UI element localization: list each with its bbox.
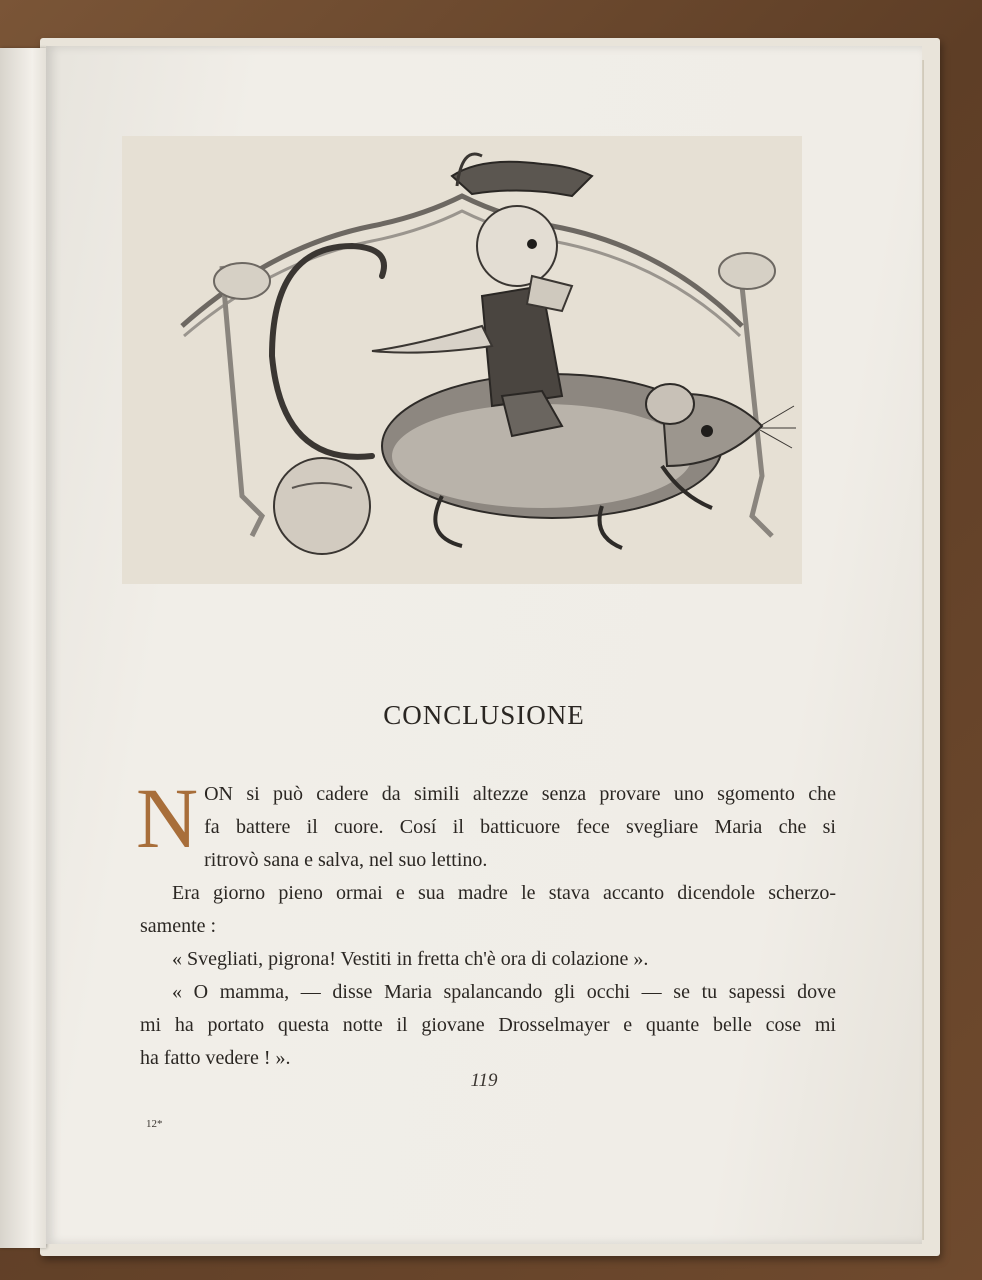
text-line: fa battere il cuore. Cosí il batticuore fece svegliare Maria che si — [204, 816, 836, 838]
chapter-illustration — [122, 136, 802, 584]
text-line: samente : — [140, 915, 217, 937]
text-line: ON si può cadere da simili altezze senza provare uno sgomento che — [204, 783, 836, 805]
mouse-rider-icon — [122, 136, 802, 584]
text-line: ha fatto vedere ! ». — [140, 1047, 291, 1069]
left-page-edge — [0, 48, 46, 1248]
signature-mark: 12* — [146, 1118, 163, 1130]
text-line: « O mamma, — disse Maria spalancando gli occhi — se tu sapessi dove — [172, 981, 836, 1003]
text-line: mi ha portato questa notte il giovane Drosselmayer e quante belle cose mi — [140, 1014, 836, 1036]
chapter-title: CONCLUSIONE — [383, 700, 585, 730]
chapter-text — [136, 770, 836, 1075]
drop-cap: N — [136, 770, 199, 866]
text-line: ritrovò sana e salva, nel suo lettino. — [204, 849, 488, 871]
text-line: « Svegliati, pigrona! Vestiti in fretta ch'è ora di colazione ». — [172, 948, 649, 970]
page-number: 119 — [470, 1070, 498, 1091]
text-line: Era giorno pieno ormai e sua madre le stava accanto dicendole scherzo- — [172, 882, 836, 904]
